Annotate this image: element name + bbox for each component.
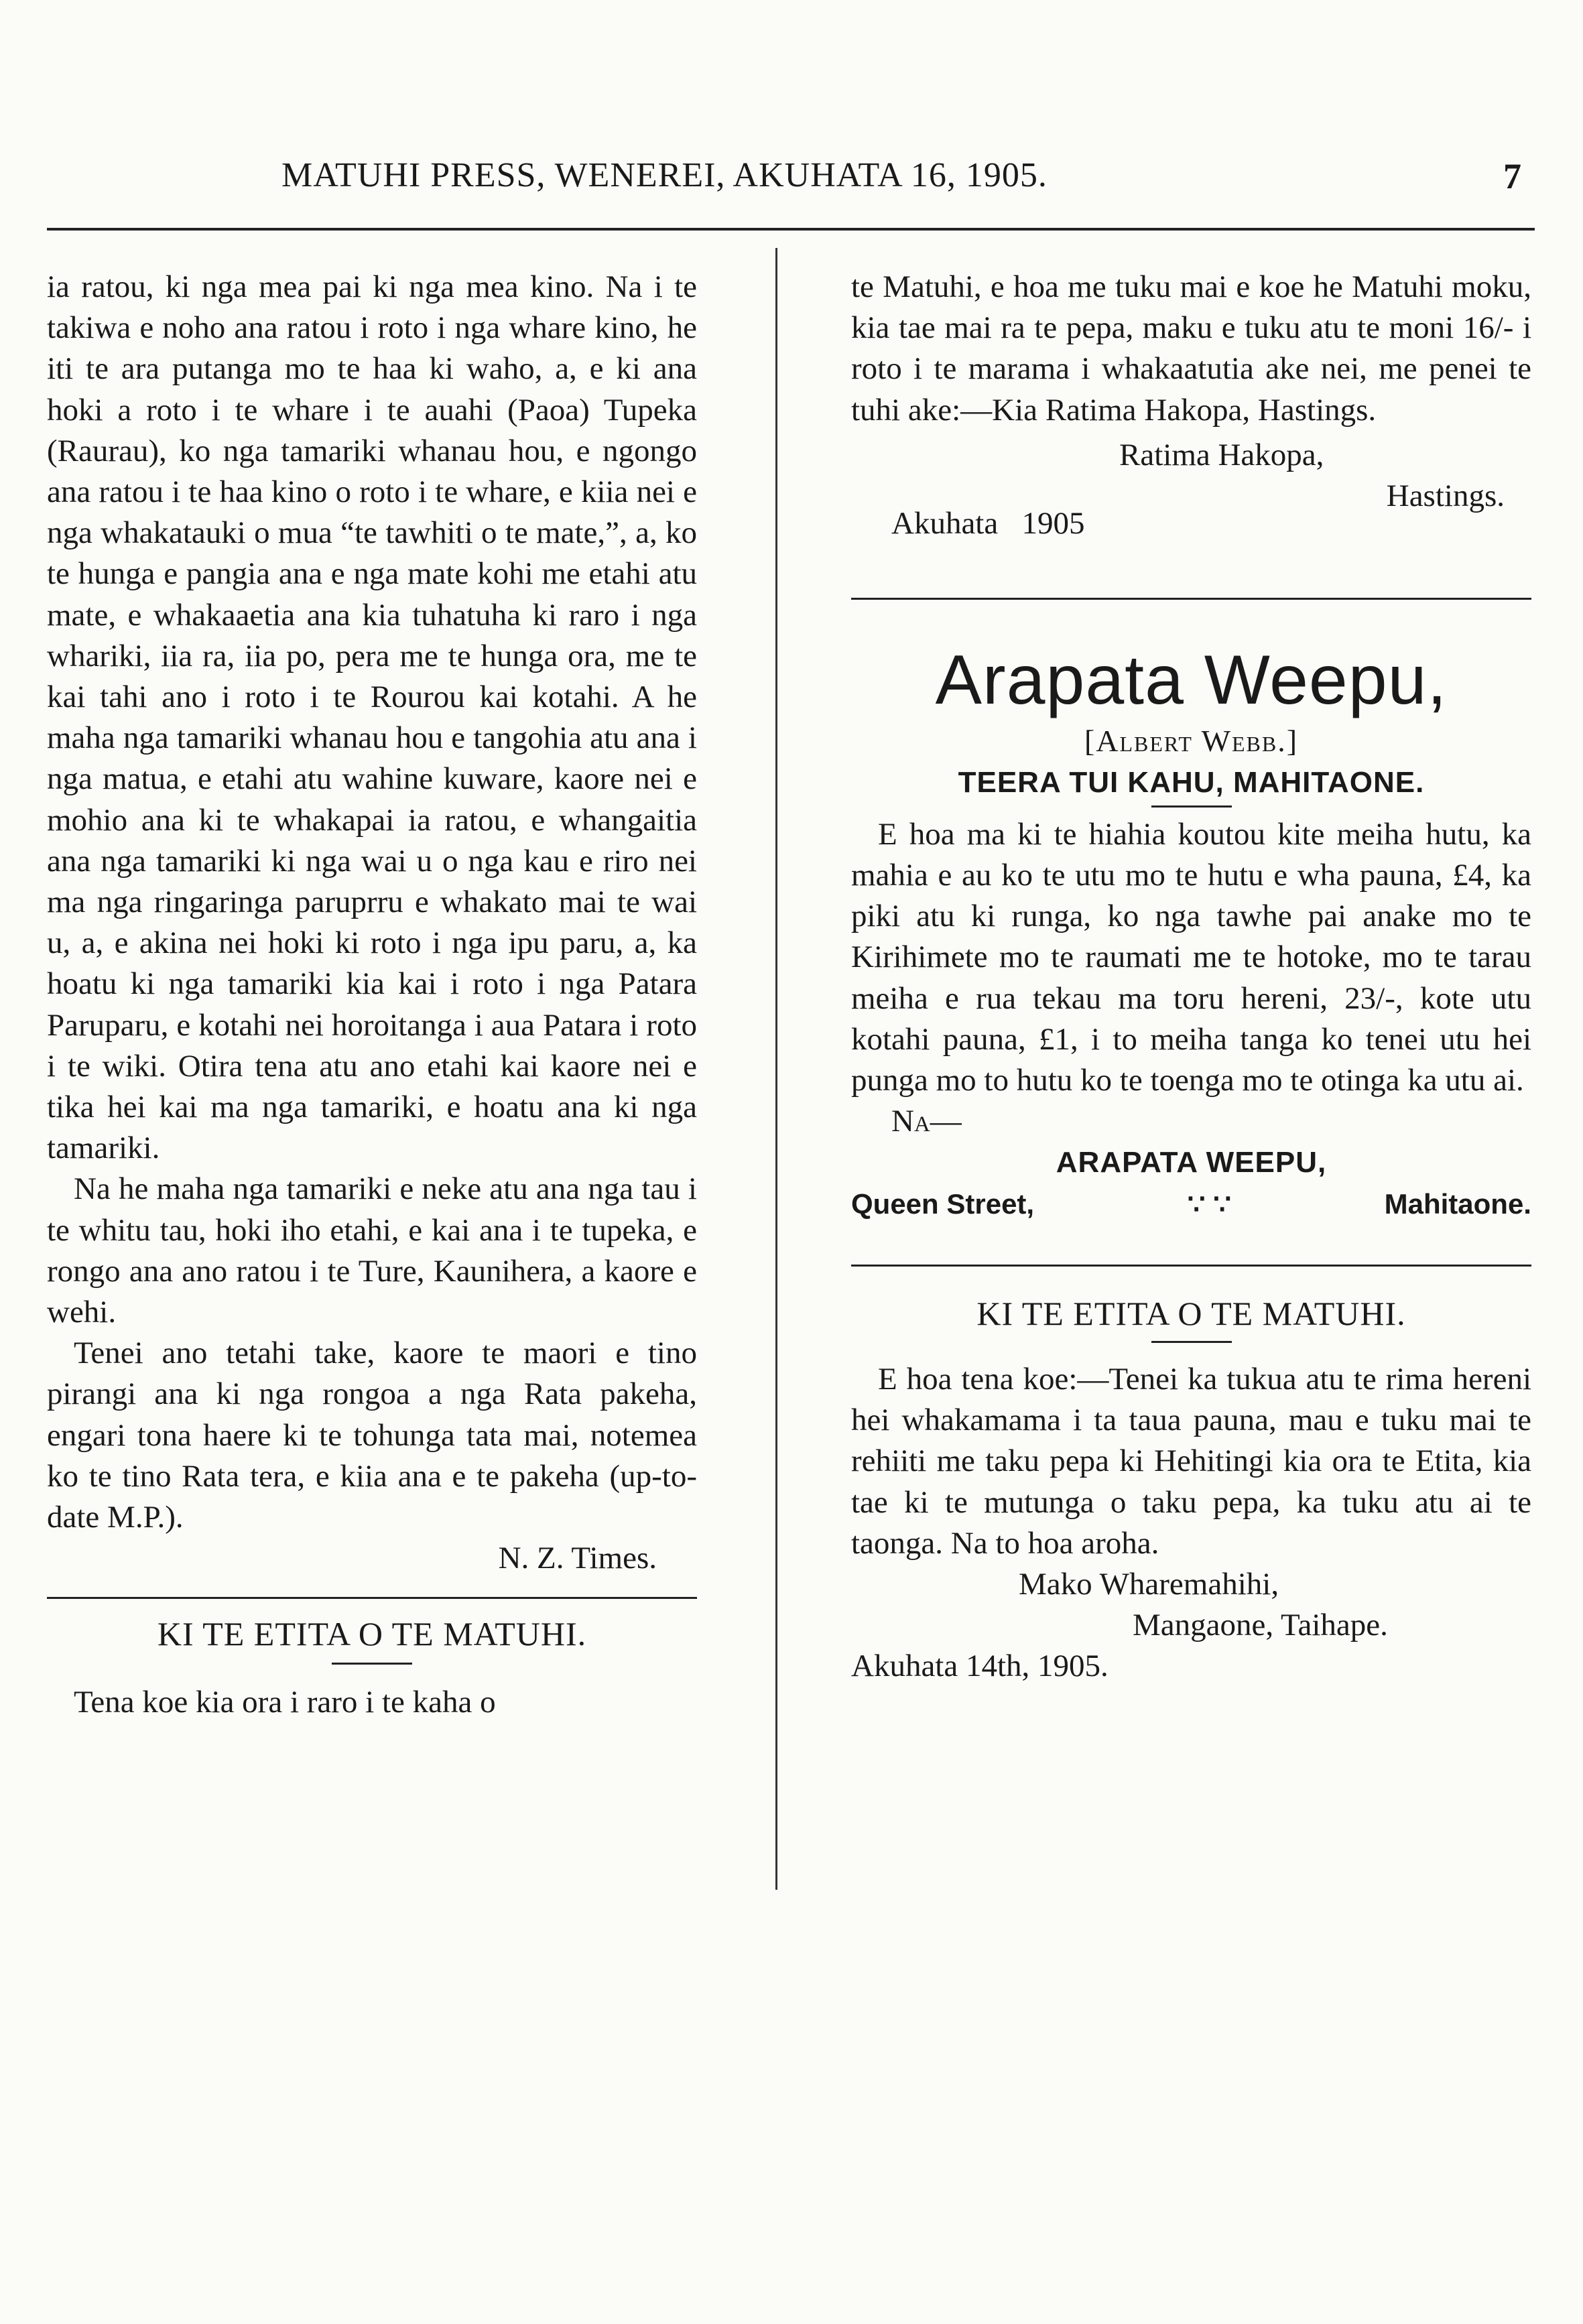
letter-signature-place: Mangaone, Taihape.: [1133, 1608, 1388, 1643]
right-column: [851, 267, 1531, 1687]
letter-heading: KI TE ETITA O TE MATUHI.: [976, 1294, 1406, 1332]
ad-street: Queen Street,: [851, 1187, 1035, 1220]
header-rule: [47, 228, 1535, 231]
column-divider: [775, 248, 777, 1890]
article-paragraph: Na he maha nga tamariki e neke atu ana nga tau i te whitu tau, hoki iho etahi, e kai ana i te tupeka, e rongo ana ano ratou i te Ture, Kaunihera, a kaore e wehi.: [47, 1171, 697, 1330]
heading-rule: [332, 1663, 412, 1665]
heading-rule: [1151, 1341, 1232, 1343]
ad-rule: [1151, 805, 1232, 808]
ad-signoff: ARAPATA WEEPU,: [1056, 1146, 1327, 1179]
ad-alias: [Albert Webb.]: [1084, 724, 1299, 759]
advertisement: [851, 640, 1531, 1224]
ad-name: Arapata Weepu,: [935, 641, 1448, 720]
article-source: N. Z. Times.: [498, 1541, 657, 1576]
letter-signature-place: Hastings.: [1386, 478, 1505, 514]
ad-dots: ∵ ∵: [1187, 1187, 1231, 1220]
letter-signature: Ratima Hakopa,: [1119, 437, 1324, 472]
left-column: [47, 267, 697, 1723]
section-rule: [47, 1597, 697, 1599]
section-rule: [851, 598, 1531, 600]
letter-body: E hoa tena koe:—Tenei ka tukua atu te rima hereni hei whakamama i ta taua pauna, mau e tuku mai te rehiiti me taku pepa ki Hehitingi kia ora te Etita, kia tae ki te mutunga o taku pepa, ka tuku atu ai te taonga. Na to hoa aroha.: [851, 1362, 1531, 1561]
page-header: [80, 155, 1521, 202]
letter-opening: Tena koe kia ora i raro i te kaha o: [74, 1684, 496, 1720]
letter-date: Akuhata 14th, 1905.: [851, 1649, 1109, 1684]
ad-na: Na—: [891, 1104, 962, 1139]
letter-signature: Mako Wharemahihi,: [1019, 1567, 1279, 1602]
ad-footer: [851, 1183, 1531, 1224]
section-rule: [851, 1265, 1531, 1267]
ad-trade: TEERA TUI KAHU, MAHITAONE.: [958, 765, 1425, 799]
letter-heading: KI TE ETITA O TE MATUHI.: [157, 1614, 587, 1653]
ad-town: Mahitaone.: [1384, 1187, 1531, 1220]
masthead-title: MATUHI PRESS, WENEREI, AKUHATA 16, 1905.: [281, 156, 1048, 194]
letter-date-month: Akuhata: [891, 506, 999, 541]
page-number: 7: [1503, 156, 1521, 196]
ad-body: E hoa ma ki te hiahia koutou kite meiha hutu, ka mahia e au ko te utu mo te hutu e wha pauna, £4, ka piki atu ki runga, ko nga tawhe pai anake mo te Kirihimete mo te raumati me te hotoke, mo te tarau meiha e rua tekau ma toru hereni, 23/-, kote utu kotahi pauna, £1, i to meiha tanga ko tenei utu hei punga mo to hutu ko te toenga mo te otinga ka utu ai.: [851, 816, 1531, 1098]
letter-date-year: 1905: [1021, 506, 1085, 541]
article-paragraph: ia ratou, ki nga mea pai ki nga mea kino. Na i te takiwa e noho ana ratou i roto i nga whare kino, he iti te ara putanga mo te haa ki waho, a, e ki ana hoki a roto i te whare i te auahi (Paoa) Tupeka (Raurau), ko nga tamariki whanau hou, e ngongo ana ratou i te haa kino o roto i te whare, e kiia nei e nga whakatauki o mua “te tawhiti o te mate,”, a, ko te hunga e pangia ana e nga mate kohi me etahi atu mate, e whakaaetia ana kia tuhatuha ki raro i nga whariki, iia ra, iia po, pera me te hunga ora, me te kai tahi ano i roto i te Rourou kai kotahi. A he maha nga tamariki whanau hou e tangohia atu ana i nga matua, e etahi atu wahine kuware, kaore nei e mohio ana ki te whakapai ia ratou, e whangaitia ana nga tamariki ki nga wai u o nga kau e riro nei ma nga ringaringa paruprru e whakato mai te wai u, a, e akina nei hoki ki roto i nga ipu paru, a, ka hoatu ki nga tamariki kia kai i roto i nga Patara Paruparu, e kotahi nei horoitanga i aua Patara i roto i te wiki. Otira tena atu ano etahi kai kaore nei e tika hei kai ma nga tamariki, e hoatu ana ki nga tamariki.: [47, 269, 697, 1166]
letter-continuation: te Matuhi, e hoa me tuku mai e koe he Matuhi moku, kia tae mai ra te pepa, maku e tuku atu te moni 16/- i roto i te marama i whakaatutia ake nei, me penei te tuhi ake:—Kia Ratima Hakopa, Hastings.: [851, 269, 1531, 428]
article-paragraph: Tenei ano tetahi take, kaore te maori e tino pirangi ana ki nga rongoa a nga Rata pakeha, engari tona haere ki te tohunga tata mai, notemea ko te tino Rata tera, e kiia ana e te pakeha (up-to-date M.P.).: [47, 1336, 697, 1535]
